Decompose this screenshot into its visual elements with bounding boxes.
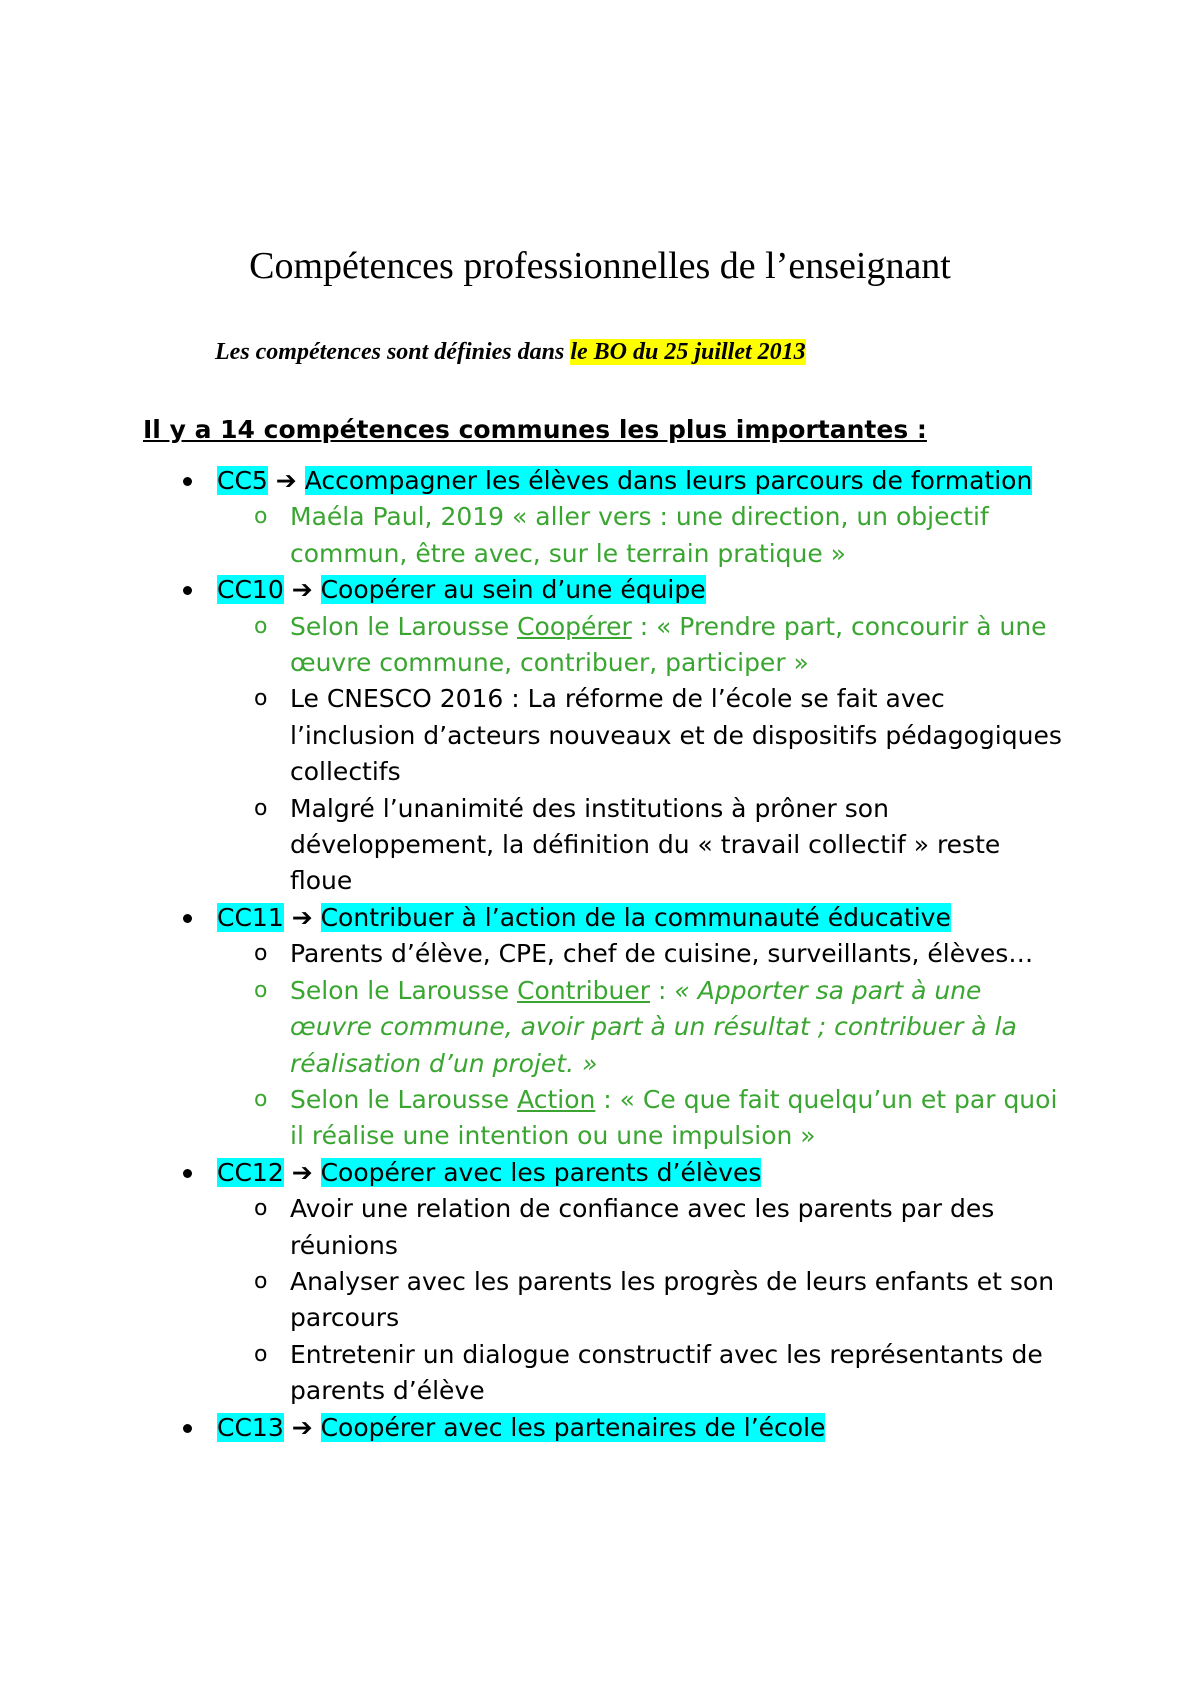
cc12-sub-3 [0, 1337, 1070, 1410]
list-item-cc12 [0, 1155, 1077, 1191]
cc11-sub-2-prefix: Selon le Larousse [290, 975, 518, 1005]
cc10-sub-1-link[interactable]: Coopérer [517, 611, 632, 641]
cc10-code: CC10 [217, 575, 284, 605]
sub-bullet-icon: o [254, 941, 268, 967]
cc5-sub-1 [0, 499, 1070, 572]
arrow-icon: ➔ [291, 1157, 313, 1187]
page-title: Compétences professionnelles de l’enseignant [249, 245, 951, 287]
sub-bullet-icon: o [254, 504, 268, 530]
cc11-sub-3-link[interactable]: Action [517, 1084, 596, 1114]
cc11-sub-2-sep: : [650, 975, 675, 1005]
cc10-sub-3-text: Malgré l’unanimité des institutions à prôner son développement, la définition du « travail collectif » reste floue [290, 793, 1001, 896]
sub-bullet-icon: o [254, 795, 268, 821]
sub-bullet-icon: o [254, 1086, 268, 1112]
sub-bullet-icon: o [254, 686, 268, 712]
cc11-code: CC11 [217, 902, 284, 932]
cc12-sub-2 [0, 1264, 1070, 1337]
sub-bullet-icon: o [254, 613, 268, 639]
cc11-sub-1-text: Parents d’élève, CPE, chef de cuisine, surveillants, élèves… [290, 939, 1034, 969]
cc13-code: CC13 [217, 1412, 284, 1442]
cc12-sub-2-text: Analyser avec les parents les progrès de leurs enfants et son parcours [290, 1266, 1055, 1333]
cc10-sub-3 [0, 791, 1070, 900]
cc12-sub-1 [0, 1191, 1070, 1264]
subtitle-highlight: le BO du 25 juillet 2013 [570, 339, 806, 365]
cc10-sub-2-text: Le CNESCO 2016 : La réforme de l’école se fait avec l’inclusion d’acteurs nouveaux et de dispositifs pédagogiques collectifs [290, 684, 1062, 787]
cc5-sub-1-text: Maéla Paul, 2019 « aller vers : une direction, un objectif commun, être avec, sur le terrain pratique » [290, 502, 989, 568]
arrow-icon: ➔ [291, 575, 313, 605]
section-heading: Il y a 14 compétences communes les plus importantes : [143, 415, 927, 444]
subtitle [215, 336, 806, 368]
arrow-icon: ➔ [291, 902, 313, 932]
cc13-label: Coopérer avec les partenaires de l’école [320, 1412, 826, 1442]
cc10-sub-1-rest: : « Prendre part, concourir à une œuvre commune, contribuer, participer » [290, 611, 1047, 678]
cc10-sub-1 [0, 609, 1070, 682]
cc5-code: CC5 [217, 466, 268, 495]
cc10-label: Coopérer au sein d’une équipe [320, 575, 706, 605]
arrow-icon: ➔ [291, 1412, 313, 1442]
cc11-sub-2-link[interactable]: Contribuer [517, 975, 651, 1005]
cc11-sub-3-rest: : « Ce que fait quelqu’un et par quoi il réalise une intention ou une impulsion » [290, 1084, 1058, 1151]
cc10-sub-2 [0, 681, 1070, 790]
cc11-label: Contribuer à l’action de la communauté éducative [320, 902, 951, 932]
cc10-sub-1-prefix: Selon le Larousse [290, 611, 518, 641]
subtitle-text: Les compétences sont définies dans [215, 339, 571, 365]
sub-bullet-icon: o [254, 1268, 268, 1294]
cc12-sub-1-text: Avoir une relation de confiance avec les parents par des réunions [290, 1194, 995, 1260]
list-item-cc13 [0, 1410, 1077, 1446]
cc11-sub-1 [0, 936, 1070, 972]
sub-bullet-icon: o [254, 1341, 268, 1367]
cc11-sub-2 [0, 973, 1070, 1082]
cc12-sub-3-text: Entretenir un dialogue constructif avec les représentants de parents d’élève [290, 1339, 1043, 1406]
list-item-cc11 [0, 900, 1077, 936]
cc5-label: Accompagner les élèves dans leurs parcours de formation [304, 466, 1033, 495]
list-item-cc10 [0, 572, 1077, 608]
list-item-cc5 [0, 463, 1077, 499]
sub-bullet-icon: o [254, 1196, 268, 1222]
cc11-sub-2-rest: « Apporter sa part à une œuvre commune, avoir part à un résultat ; contribuer à la réalisation d’un projet. » [290, 975, 1017, 1078]
competence-list [0, 463, 1200, 1446]
cc12-label: Coopérer avec les parents d’élèves [320, 1157, 762, 1187]
sub-bullet-icon: o [254, 977, 268, 1003]
arrow-icon: ➔ [275, 466, 297, 495]
cc11-sub-3-prefix: Selon le Larousse [290, 1084, 518, 1114]
cc12-code: CC12 [217, 1157, 284, 1187]
cc11-sub-3 [0, 1082, 1070, 1155]
